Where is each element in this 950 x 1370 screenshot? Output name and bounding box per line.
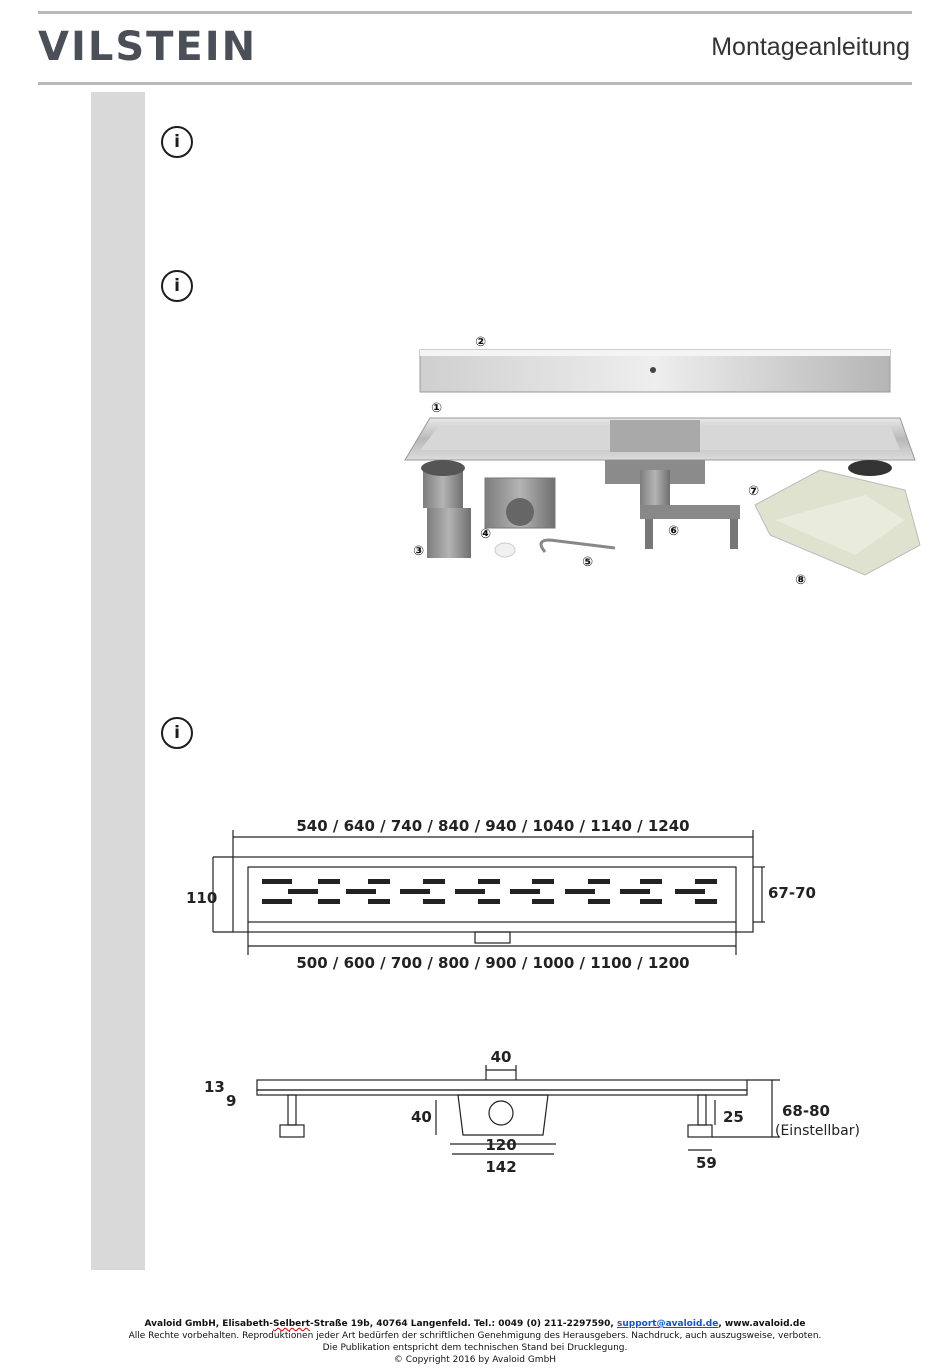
logo-text: VILSTEIN — [38, 24, 258, 70]
outlet-width-label: 40 — [490, 1048, 512, 1066]
frame-part — [640, 505, 740, 549]
side-view-drawing — [190, 1040, 890, 1180]
grate-length-label: 500 / 600 / 700 / 800 / 900 / 1000 / 1100 / 1200 — [296, 954, 690, 972]
foot-height-label: 25 — [723, 1108, 744, 1126]
label-8: ⑧ — [795, 573, 807, 588]
vilstein-logo — [38, 24, 257, 70]
housing-outer-label: 142 — [485, 1158, 517, 1176]
label-6: ⑥ — [668, 524, 680, 539]
info-icon: i — [161, 270, 193, 302]
footer-publication-note: Die Publikation entspricht dem technischen Stand bei Drucklegung. — [322, 1343, 628, 1353]
footer-copyright: © Copyright 2016 by Avaloid GmbH — [393, 1355, 557, 1365]
header-bottom-rule — [38, 82, 912, 85]
flange-label: 9 — [226, 1092, 237, 1110]
parts-photo — [395, 320, 930, 600]
trap-part — [485, 478, 555, 557]
footer-rights: Alle Rechte vorbehalten. Reproduktionen jeder Art bedürfen der schriftlichen Genehmigung des Herausgebers. Nachdruck, auch auszugsweise, verboten. — [128, 1331, 822, 1341]
support-email-link[interactable]: support@avaloid.de — [617, 1319, 719, 1329]
header-top-rule — [38, 11, 912, 14]
label-4: ④ — [480, 527, 492, 542]
housing-inner-label: 120 — [485, 1136, 517, 1154]
hook-part — [541, 540, 615, 552]
overall-length-label: 540 / 640 / 740 / 840 / 940 / 1040 / 1140 / 1240 — [296, 817, 690, 835]
outlet-height-label: 40 — [411, 1108, 432, 1126]
foot-width-label: 59 — [696, 1154, 717, 1172]
label-7: ⑦ — [748, 484, 760, 499]
pipe-part — [421, 460, 471, 558]
top-view-drawing — [170, 805, 910, 980]
label-3: ③ — [413, 544, 425, 559]
info-icon: i — [161, 717, 193, 749]
height-label: 110 — [186, 889, 218, 907]
left-margin-bar — [91, 92, 145, 1270]
fleece-part — [755, 470, 920, 575]
label-5: ⑤ — [582, 555, 594, 570]
adjustable-label: (Einstellbar) — [775, 1123, 860, 1139]
grate-slots — [262, 879, 717, 904]
footer-address: Avaloid GmbH, Elisabeth-Selbert-Straße 19b, 40764 Langenfeld. Tel.: 0049 (0) 211-2297590, support@avaloid.de, www.avaloid.de — [144, 1319, 806, 1329]
info-icon: i — [161, 126, 193, 158]
label-2: ② — [475, 335, 487, 350]
total-height-label: 68-80 — [782, 1102, 830, 1120]
top-thickness-label: 13 — [204, 1078, 225, 1096]
document-title: Montageanleitung — [711, 33, 910, 61]
grate-height-label: 67-70 — [768, 884, 816, 902]
label-1: ① — [431, 401, 443, 416]
page-footer — [0, 1318, 950, 1366]
grate-part — [420, 350, 890, 392]
